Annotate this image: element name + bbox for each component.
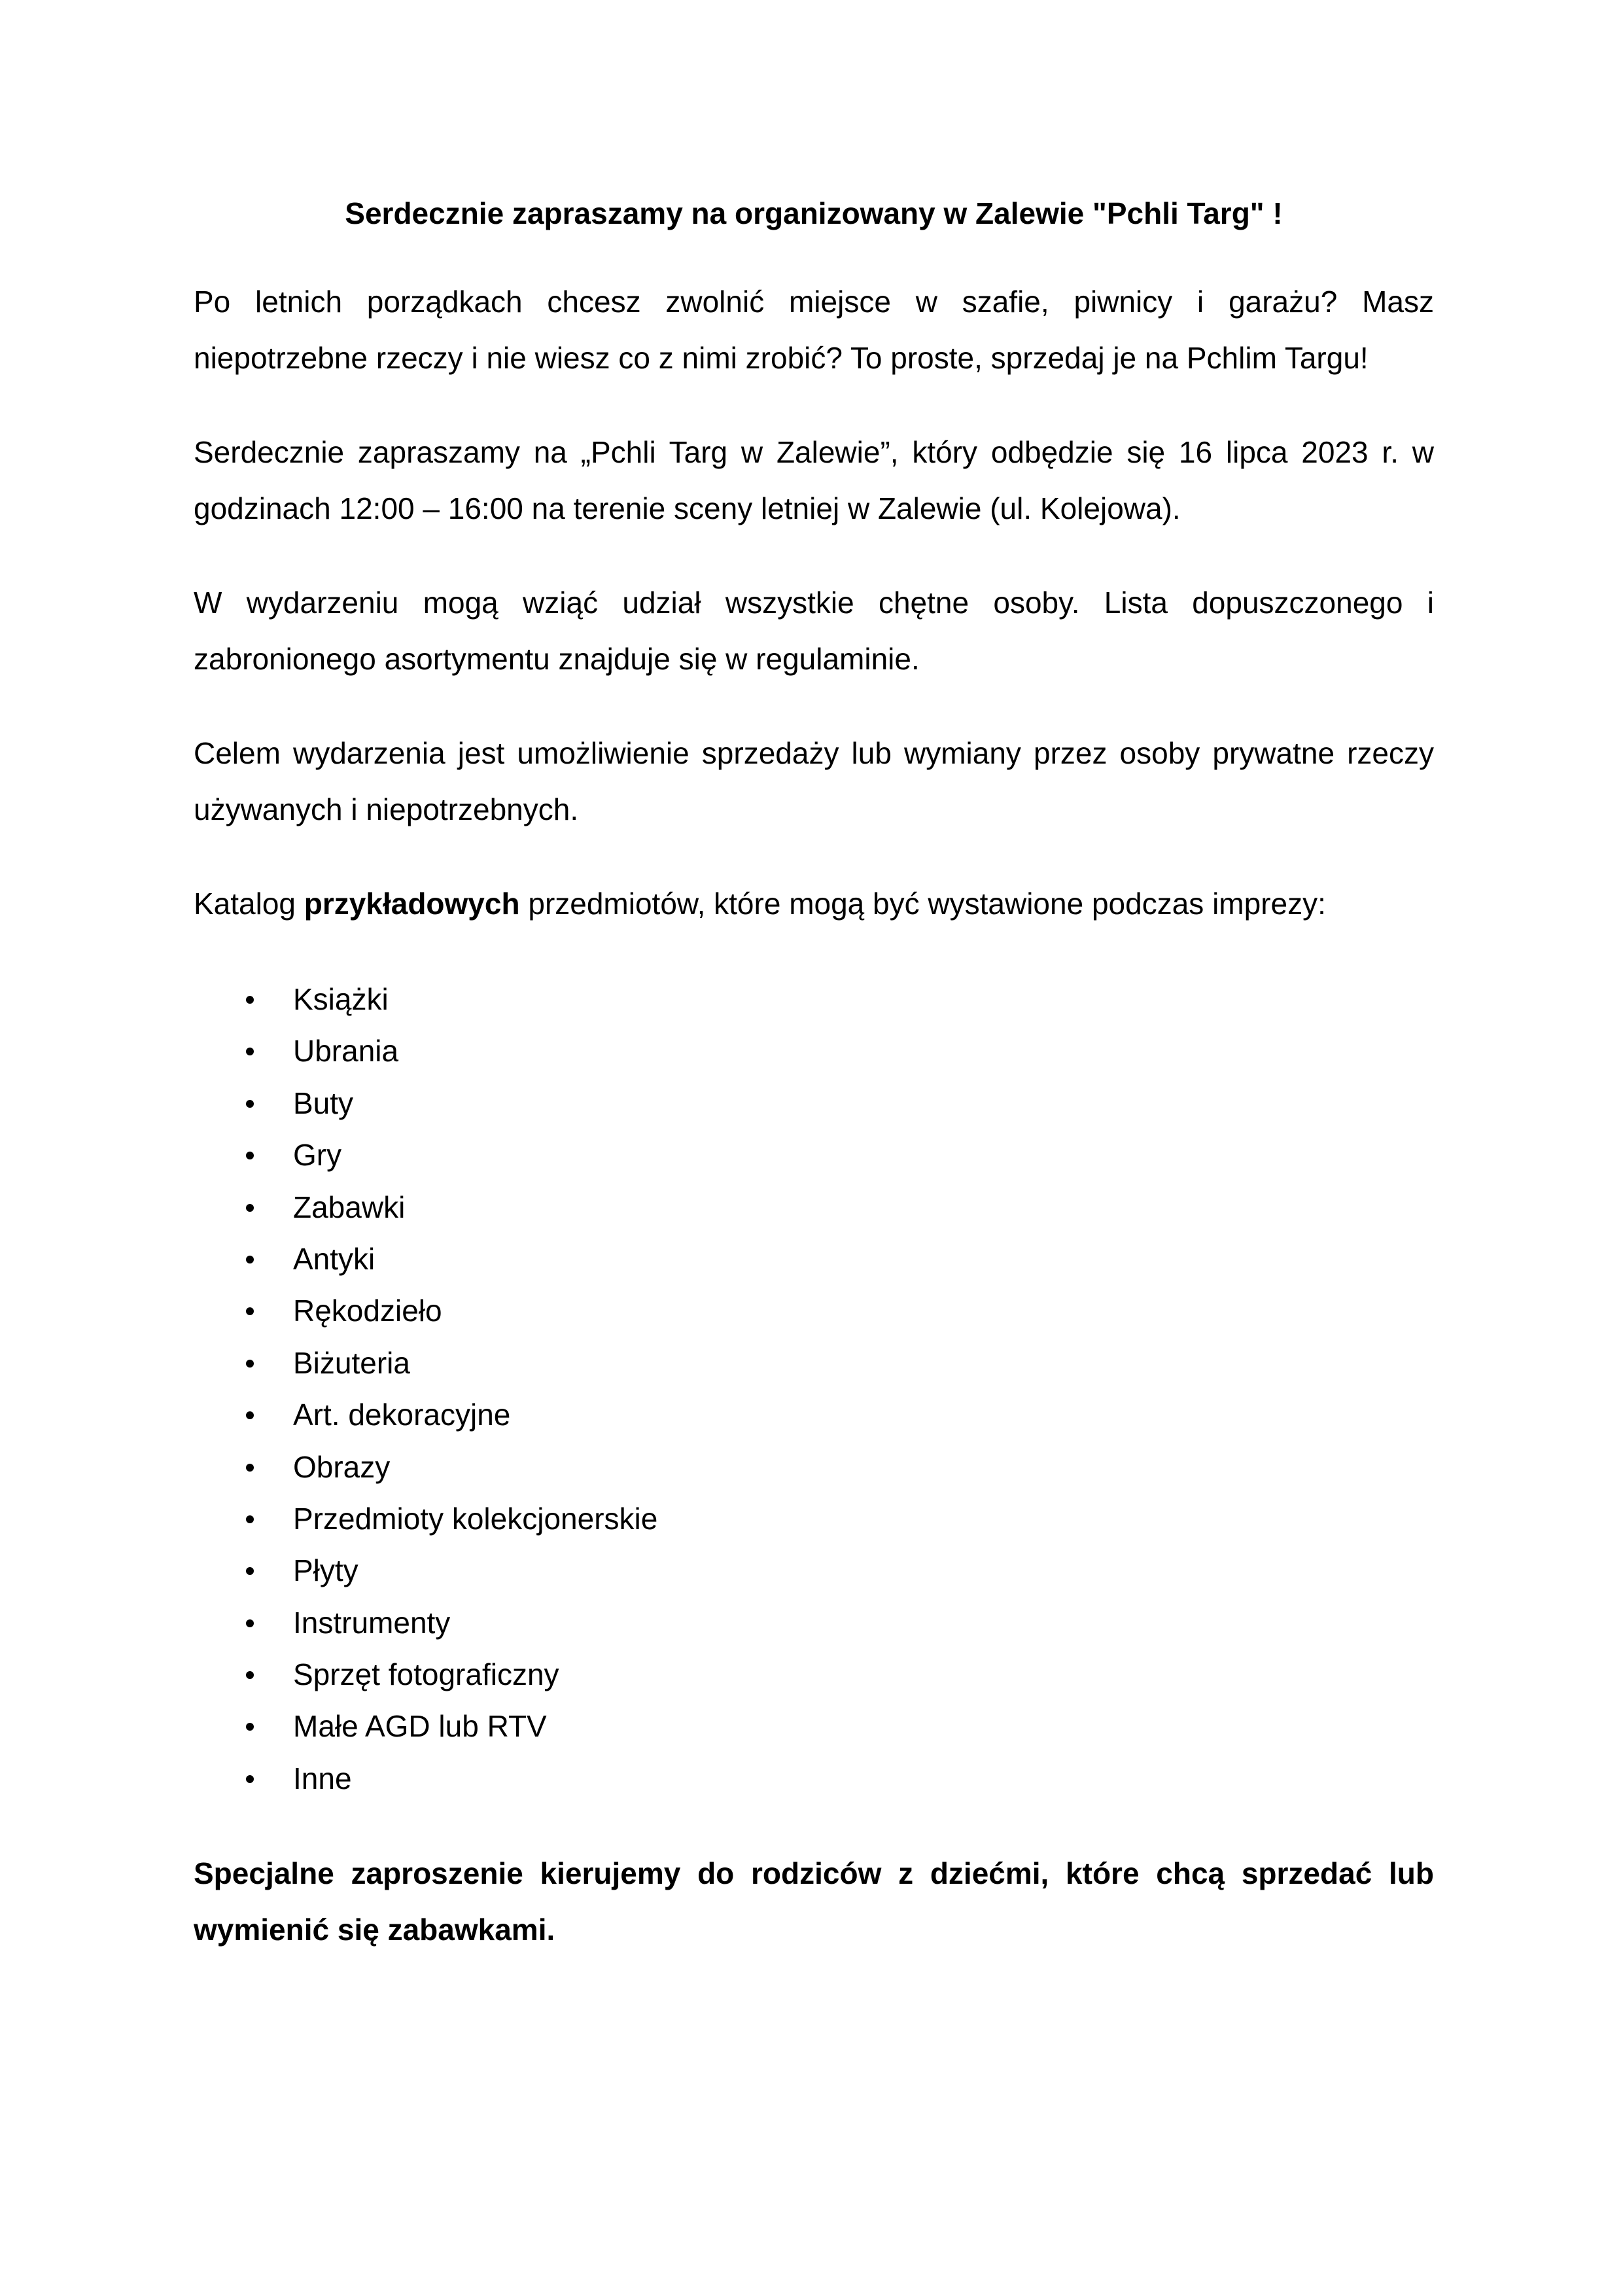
list-item-label: Małe AGD lub RTV (293, 1709, 547, 1744)
list-item-label: Rękodzieło (293, 1294, 442, 1328)
closing-invitation: Specjalne zaproszenie kierujemy do rodziców z dziećmi, które chcą sprzedać lub wymienić się zabawkami. (194, 1856, 1434, 1947)
bullet-icon (246, 1671, 254, 1679)
bullet-icon (246, 1152, 254, 1159)
list-item-label: Gry (293, 1138, 342, 1173)
list-item (194, 1182, 1434, 1233)
list-item (194, 1025, 1434, 1077)
list-item (194, 1545, 1434, 1597)
bullet-icon (246, 1411, 254, 1419)
bullet-icon (246, 1567, 254, 1575)
bullet-icon (246, 1360, 254, 1368)
list-item (194, 1389, 1434, 1441)
list-item-label: Buty (293, 1086, 354, 1120)
list-item (194, 1493, 1434, 1545)
list-item-label: Sprzęt fotograficzny (293, 1657, 559, 1692)
purpose-paragraph: Celem wydarzenia jest umożliwienie sprzedaży lub wymiany przez osoby prywatne rzeczy używanych i niepotrzebnych. (194, 736, 1434, 826)
list-item-label: Antyki (293, 1241, 375, 1276)
catalog-intro-before: Katalog (194, 887, 304, 921)
list-item-label: Ubrania (293, 1034, 399, 1069)
list-item-label: Zabawki (293, 1190, 406, 1224)
list-item (194, 1129, 1434, 1181)
bullet-icon (246, 1100, 254, 1108)
bullet-icon (246, 1307, 254, 1315)
intro-paragraph: Po letnich porządkach chcesz zwolnić miejsce w szafie, piwnicy i garażu? Masz niepotrzebne rzeczy i nie wiesz co z nimi zrobić? To proste, sprzedaj je na Pchlim Targu! (194, 285, 1434, 375)
list-item-label: Książki (293, 982, 389, 1016)
document-body (194, 194, 1434, 1988)
list-item (194, 1078, 1434, 1129)
list-item-label: Płyty (293, 1553, 358, 1588)
item-catalog-list (194, 974, 1434, 1805)
bullet-icon (246, 1204, 254, 1212)
catalog-intro-after: przedmiotów, które mogą być wystawione podczas imprezy: (519, 887, 1326, 921)
list-item (194, 1337, 1434, 1389)
list-item (194, 1441, 1434, 1493)
list-item-label: Inne (293, 1761, 352, 1795)
list-item (194, 1285, 1434, 1337)
bullet-icon (246, 1775, 254, 1783)
bullet-icon (246, 1048, 254, 1055)
list-item-label: Instrumenty (293, 1605, 451, 1640)
bullet-icon (246, 1464, 254, 1472)
list-item-label: Obrazy (293, 1449, 391, 1484)
list-item (194, 1649, 1434, 1701)
bullet-icon (246, 1256, 254, 1263)
list-item (194, 1233, 1434, 1285)
event-details-paragraph: Serdecznie zapraszamy na „Pchli Targ w Zalewie”, który odbędzie się 16 lipca 2023 r. w godzinach 12:00 – 16:00 na terenie sceny letniej w Zalewie (ul. Kolejowa). (194, 435, 1434, 525)
list-item-label: Biżuteria (293, 1345, 410, 1380)
list-item-label: Art. dekoracyjne (293, 1398, 511, 1432)
list-item (194, 1701, 1434, 1752)
bullet-icon (246, 1723, 254, 1731)
bullet-icon (246, 1515, 254, 1523)
list-item (194, 1753, 1434, 1805)
list-item (194, 974, 1434, 1025)
list-item-label: Przedmioty kolekcjonerskie (293, 1501, 658, 1536)
catalog-intro (194, 875, 1434, 932)
page-title: Serdecznie zapraszamy na organizowany w Zalewie "Pchli Targ" ! (345, 196, 1283, 230)
list-item (194, 1597, 1434, 1649)
participation-paragraph: W wydarzeniu mogą wziąć udział wszystkie chętne osoby. Lista dopuszczonego i zabronionego asortymentu znajduje się w regulaminie. (194, 586, 1434, 676)
bullet-icon (246, 1619, 254, 1627)
bullet-icon (246, 996, 254, 1004)
catalog-intro-bold: przykładowych (304, 887, 520, 921)
